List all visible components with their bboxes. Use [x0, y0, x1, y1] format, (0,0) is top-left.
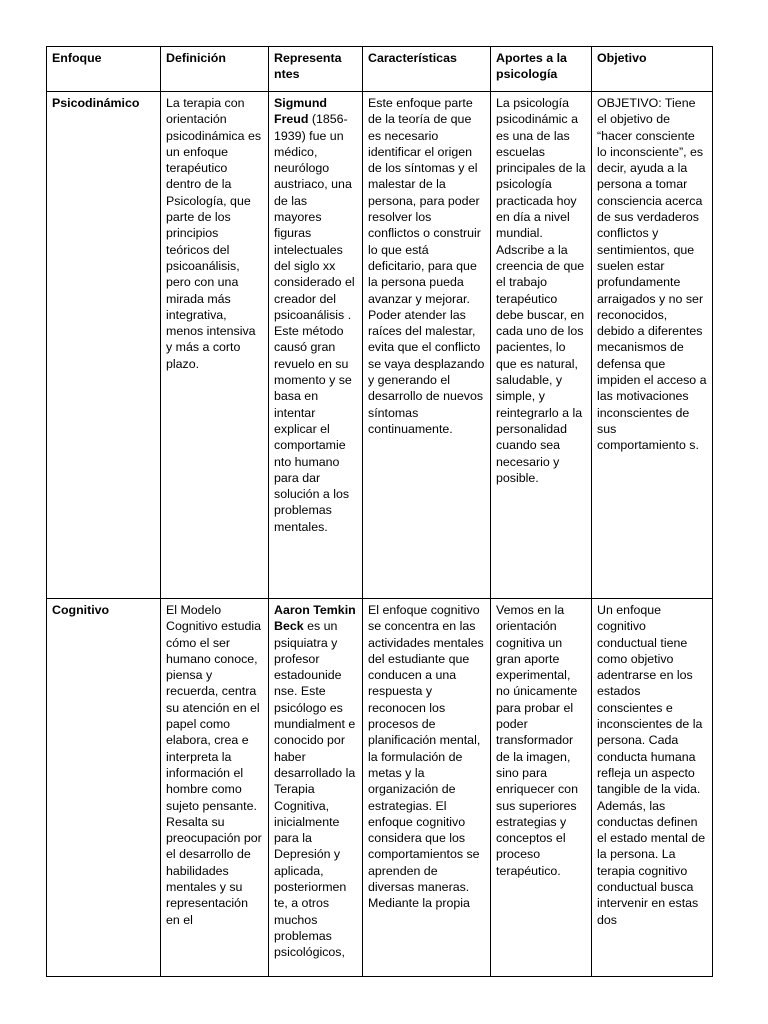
- representative-name: Sigmund Freud: [274, 96, 327, 127]
- table-row: [47, 599, 713, 977]
- approaches-table: [46, 46, 713, 977]
- representative-name: Aaron Temkin Beck: [274, 603, 356, 634]
- caracteristicas-cell: [363, 599, 491, 977]
- caracteristicas-cell: [363, 92, 491, 599]
- enfoque-cell: Cognitivo: [47, 599, 161, 977]
- definicion-text: El Modelo Cognitivo estudia cómo el ser humano conoce, piensa y recuerda, centra su atención en el papel como elabora, crea e interpreta la información el hombre como sujeto pensante. Resalta su preocupación por el desarrollo de habilidades mentales y su representación en el: [166, 603, 262, 927]
- caracteristicas-text: Este enfoque parte de la teoría de que es necesario identificar el origen de los síntomas y el malestar de la persona, para poder resolver los conflictos o construir lo que está deficitario, para que la persona pueda avanzar y mejorar. Poder atender las raíces del malestar, evita que el conflicto se vaya desplazando y generando el desarrollo de nuevos síntomas continuamente.: [368, 96, 485, 436]
- header-objetivo: Objetivo: [592, 47, 713, 92]
- header-caracteristicas: Características: [363, 47, 491, 92]
- enfoque-cell: Psicodinámico: [47, 92, 161, 599]
- aportes-cell: [491, 92, 592, 599]
- header-representantes: Representa ntes: [269, 47, 363, 92]
- representantes-cell: [269, 599, 363, 977]
- header-enfoque: Enfoque: [47, 47, 161, 92]
- aportes-text: La psicología psicodinámic a es una de las escuelas principales de la psicología practicada hoy en día a nivel mundial. Adscribe a la creencia de que el trabajo terapéutico debe buscar, en cada uno de los pacientes, lo que es natural, saludable, y simple, y reintegrarlo a la personalidad cuando sea necesario y posible.: [496, 96, 586, 485]
- objetivo-text: Un enfoque cognitivo conductual tiene como objetivo adentrarse en los estados conscientes e inconscientes de la persona. Cada conducta humana refleja un aspecto tangible de la vida. Además, las conductas definen el estado mental de la persona. La terapia cognitivo conductual busca intervenir en estas dos: [597, 603, 706, 927]
- objetivo-text: OBJETIVO: Tiene el objetivo de “hacer consciente lo inconsciente”, es decir, ayuda a la persona a tomar consciencia acerca de sus verdaderos conflictos y sentimientos, que suelen estar profundamente arraigados y no ser reconocidos, debido a diferentes mecanismos de defensa que impiden el acceso a las motivaciones inconscientes de sus comportamiento s.: [597, 96, 707, 453]
- aportes-text: Vemos en la orientación cognitiva un gran aporte experimental, no únicamente para probar el poder transformador de la imagen, sino para enriquecer con sus superiores estrategias y conceptos el proceso terapéutico.: [496, 603, 578, 878]
- representative-text: (1856-1939) fue un médico, neurólogo austriaco, una de las mayores figuras intelectuales del siglo xx considerado el creador del psicoanálisis . Este método causó gran revuelo en su momento y se basa en intentar explicar el comportamie nto humano para dar solución a los problemas mentales.: [274, 112, 355, 534]
- header-row: [47, 47, 713, 92]
- caracteristicas-text: El enfoque cognitivo se concentra en las actividades mentales del estudiante que conducen a una respuesta y reconocen los procesos de planificación mental, la formulación de metas y la organización de estrategias. El enfoque cognitivo considera que los comportamientos se aprenden de diversas maneras. Mediante la propia: [368, 603, 484, 911]
- representantes-cell: [269, 92, 363, 599]
- definicion-text: La terapia con orientación psicodinámica es un enfoque terapéutico dentro de la Psicología, que parte de los principios teóricos del psicoanálisis, pero con una mirada más integrativa, menos intensiva y más a corto plazo.: [166, 96, 262, 371]
- representative-text: es un psiquiatra y profesor estadounide nse. Este psicólogo es mundialment e conocido por haber desarrollado la Terapia Cognitiva, inicialmente para la Depresión y aplicada, posteriormen te, a otros muchos problemas psicológicos,: [274, 619, 356, 960]
- definicion-cell: [161, 599, 269, 977]
- definicion-cell: [161, 92, 269, 599]
- header-definicion: Definición: [161, 47, 269, 92]
- objetivo-cell: [592, 599, 713, 977]
- table-row: [47, 92, 713, 599]
- aportes-cell: [491, 599, 592, 977]
- objetivo-cell: [592, 92, 713, 599]
- header-aportes: Aportes a la psicología: [491, 47, 592, 92]
